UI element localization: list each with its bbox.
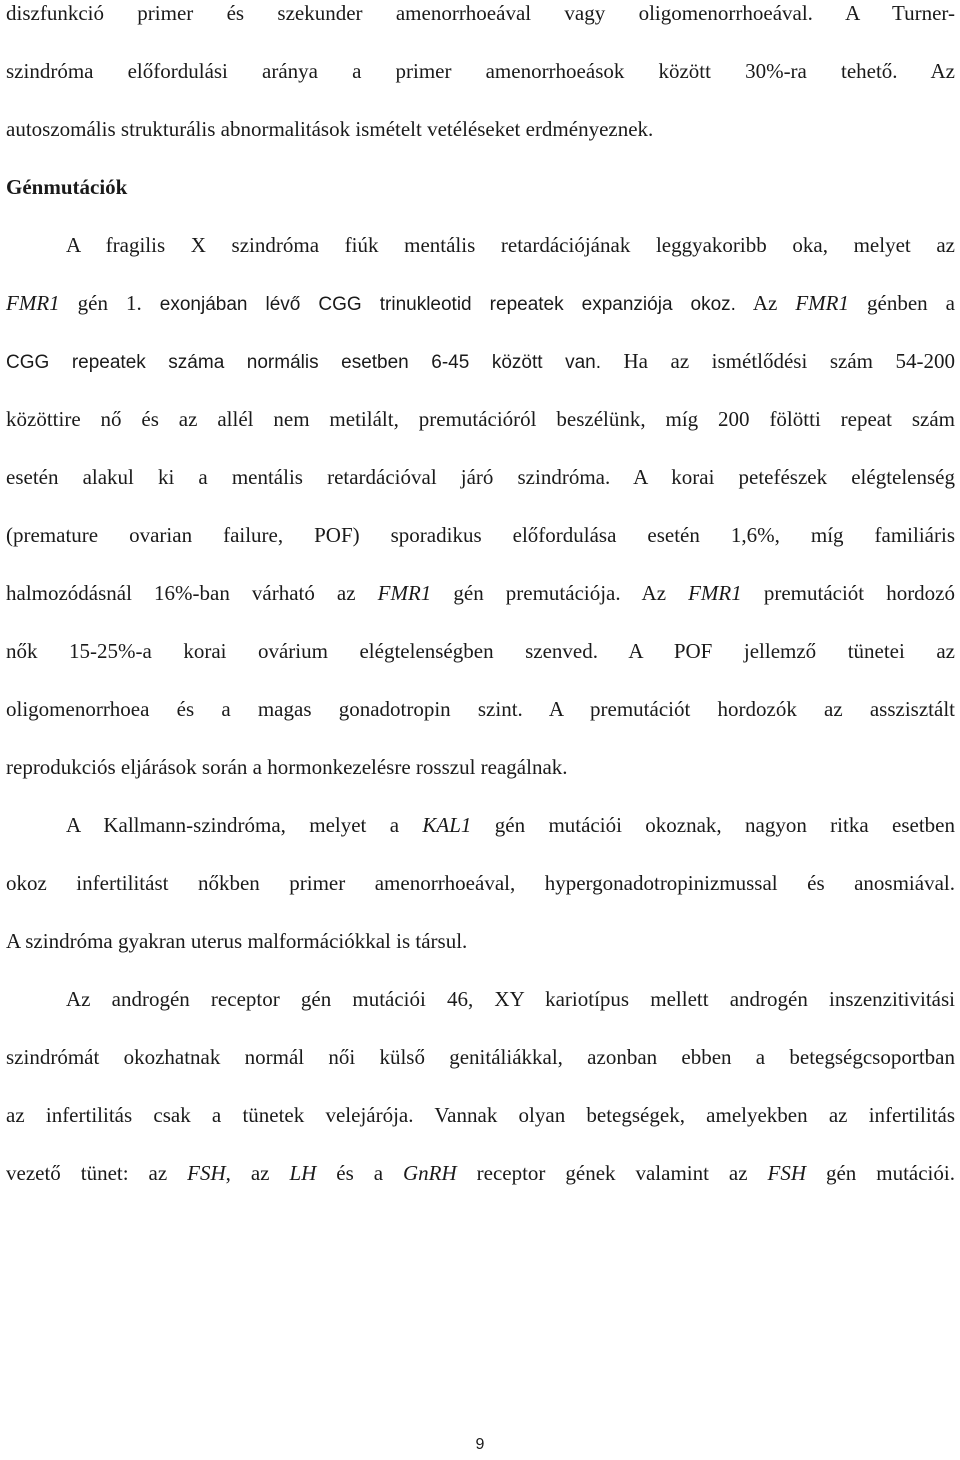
section-heading: Génmutációk <box>6 175 128 199</box>
italic-term: KAL1 <box>422 813 472 837</box>
text-run: szindrómát okozhatnak normál női külső genitáliákkal, azonban ebben a betegségcsoportban <box>6 1045 955 1069</box>
text-run: vezető tünet: az <box>6 1161 188 1185</box>
text-line <box>6 696 955 722</box>
text-run: halmozódásnál 16%-ban várható az <box>6 581 378 605</box>
text-run: esetén alakul ki a mentális retardációval járó szindróma. A korai petefészek elégtelenség <box>6 465 955 489</box>
italic-term: FSH <box>187 1161 226 1185</box>
italic-term: FMR1 <box>377 581 432 605</box>
text-line <box>6 0 955 26</box>
italic-term: LH <box>289 1161 317 1185</box>
text-run: Az <box>735 291 796 315</box>
text-line <box>66 232 955 258</box>
text-run: oligomenorrhoea és a magas gonadotropin szint. A premutációt hordozók az asszisztált <box>6 697 955 721</box>
text-run: reprodukciós eljárások során a hormonkezelésre rosszul reagálnak. <box>6 755 568 779</box>
text-line <box>6 928 955 954</box>
text-run: , az <box>225 1161 290 1185</box>
text-run: A Kallmann-szindróma, melyet a <box>66 813 423 837</box>
text-run: az infertilitás csak a tünetek velejárója. Vannak olyan betegségek, amelyekben az infertilitás <box>6 1103 955 1127</box>
text-line <box>6 1160 955 1186</box>
text-line <box>66 986 955 1012</box>
text-run: CGG repeatek száma normális esetben 6-45 között van. <box>6 352 601 373</box>
text-line <box>6 638 955 664</box>
text-run: Az androgén receptor gén mutációi 46, XY kariotípus mellett androgén inszenzitivitási <box>66 987 955 1011</box>
text-run: diszfunkció primer és szekunder amenorrhoeával vagy oligomenorrhoeával. A Turner- <box>6 1 955 25</box>
text-line <box>6 116 955 142</box>
italic-term: GnRH <box>403 1161 457 1185</box>
text-run: génben a <box>849 291 955 315</box>
text-run: közöttire nő és az allél nem metilált, premutációról beszélünk, míg 200 fölötti repeat szám <box>6 407 955 431</box>
text-line <box>6 464 955 490</box>
italic-term: FMR1 <box>795 291 849 315</box>
text-run: receptor gének valamint az <box>456 1161 768 1185</box>
text-run: gén mutációi okoznak, nagyon ritka esetben <box>471 813 955 837</box>
text-run: nők 15-25%-a korai ovárium elégtelenségben szenved. A POF jellemző tünetei az <box>6 639 955 663</box>
text-line <box>6 174 955 200</box>
text-line <box>6 406 955 432</box>
italic-term: FMR1 <box>6 291 60 315</box>
text-run: exonjában lévő CGG trinukleotid repeatek expanziója okoz. <box>159 294 736 315</box>
text-run: A fragilis X szindróma fiúk mentális retardációjának leggyakoribb oka, melyet az <box>66 233 955 257</box>
text-line <box>6 580 955 606</box>
text-line <box>66 812 955 838</box>
text-line <box>6 522 955 548</box>
text-run: szindróma előfordulási aránya a primer amenorrhoeások között 30%-ra tehető. Az <box>6 59 955 83</box>
text-run: (premature ovarian failure, POF) sporadikus előfordulása esetén 1,6%, míg familiáris <box>6 523 955 547</box>
text-run: A szindróma gyakran uterus malformációkkal is társul. <box>6 929 468 953</box>
text-run: gén 1. <box>59 291 160 315</box>
text-line <box>6 870 955 896</box>
text-run: autoszomális strukturális abnormalitások ismételt vetéléseket erdményeznek. <box>6 117 654 141</box>
italic-term: FSH <box>767 1161 807 1185</box>
text-run: és a <box>316 1161 403 1185</box>
text-line <box>6 58 955 84</box>
text-line <box>6 1044 955 1070</box>
text-run: okoz infertilitást nőkben primer amenorrhoeával, hypergonadotropinizmussal és anosmiával. <box>6 871 955 895</box>
text-line <box>6 290 955 318</box>
italic-term: FMR1 <box>688 581 742 605</box>
text-run: gén mutációi. <box>806 1161 955 1185</box>
text-run: premutációt hordozó <box>741 581 956 605</box>
text-run: gén premutációja. Az <box>431 581 689 605</box>
text-line <box>6 348 955 376</box>
page-number: 9 <box>475 1436 485 1453</box>
text-line <box>6 1102 955 1128</box>
text-line <box>6 754 955 780</box>
text-run: Ha az ismétlődési szám 54-200 <box>601 349 955 373</box>
